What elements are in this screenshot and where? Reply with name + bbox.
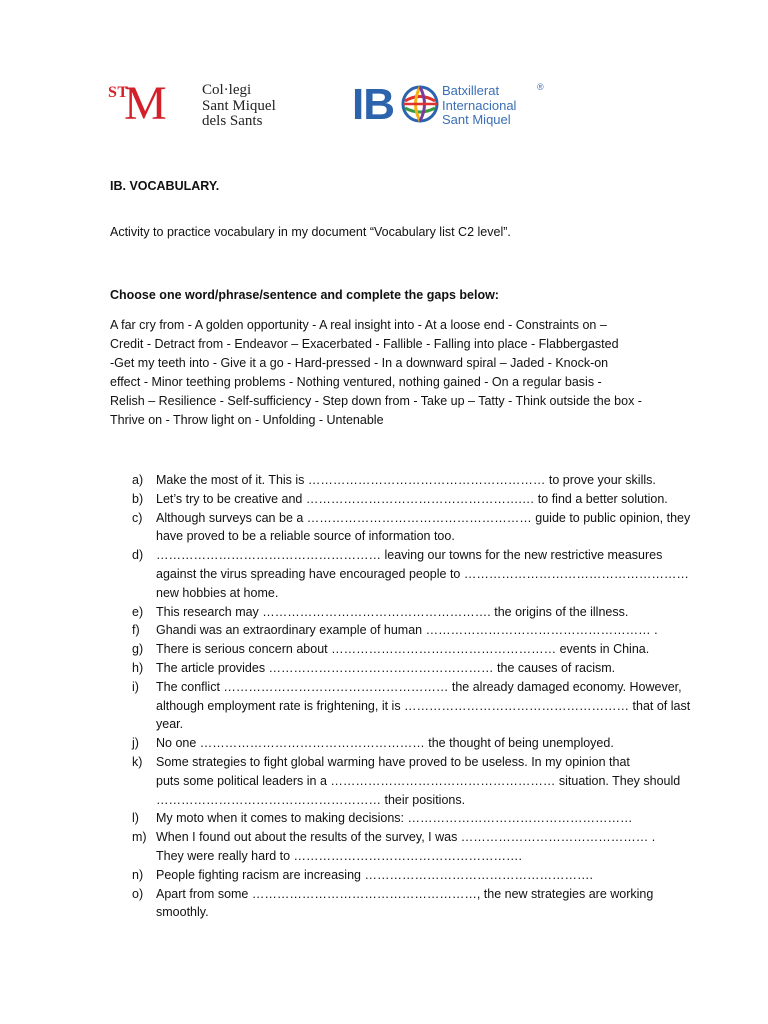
exercise-line: My moto when it comes to making decisions: ……………………………………………… — [156, 811, 633, 826]
exercise-item — [110, 509, 691, 547]
exercise-letter: l) — [132, 811, 139, 826]
exercise-letter: g) — [132, 642, 144, 657]
exercise-list — [110, 471, 691, 922]
exercise-line: The conflict ……………………………………………… the already damaged economy. However, — [156, 679, 682, 694]
exercise-line: ……………………………………………… their positions. — [156, 792, 466, 807]
exercise-line: Apart from some ………………………………………………, the new strategies are working — [156, 886, 654, 901]
exercise-letter: o) — [132, 886, 144, 901]
exercise-letter: a) — [132, 473, 144, 487]
exercise-line: new hobbies at home. — [156, 585, 279, 600]
ib-program-name — [442, 84, 516, 128]
exercise-item — [110, 546, 689, 602]
school-name-line: Sant Miquel — [202, 97, 276, 114]
exercise-letter: b) — [132, 491, 144, 506]
exercise-line: This research may ………………………………………………. the origins of the illness. — [156, 604, 629, 619]
exercise-item — [110, 603, 670, 622]
ib-logo — [352, 82, 552, 132]
exercise-line: puts some political leaders in a ……………………………………………… situation. They should — [156, 773, 681, 788]
exercise-letter: i) — [132, 679, 139, 694]
exercise-item — [110, 659, 670, 678]
exercise-line: Although surveys can be a ……………………………………………… guide to public opinion, they — [156, 510, 691, 525]
exercise-letter: h) — [132, 660, 144, 675]
exercise-line: Make the most of it. This is ………………………………………………… to prove your skills. — [156, 473, 656, 487]
intro-text: Activity to practice vocabulary in my document “Vocabulary list C2 level”. — [110, 225, 511, 239]
exercise-item — [110, 809, 670, 828]
exercise-line: smoothly. — [156, 905, 209, 920]
ib-name-line: Internacional — [442, 97, 517, 113]
word-bank-line: effect - Minor teething problems - Nothing ventured, nothing gained - On a regular basis - — [110, 375, 602, 389]
exercise-line: against the virus spreading have encouraged people to ……………………………………………… — [156, 566, 689, 581]
exercise-item — [110, 734, 670, 753]
word-bank — [110, 316, 670, 430]
school-name-line: Col·legi — [202, 82, 252, 98]
exercise-item — [110, 828, 670, 866]
exercise-letter: e) — [132, 604, 144, 619]
exercise-letter: j) — [132, 736, 139, 751]
exercise-item — [110, 753, 681, 809]
exercise-letter: c) — [132, 510, 143, 525]
exercise-item — [110, 885, 670, 923]
school-monogram-small: ST — [108, 84, 129, 101]
school-name-line: dels Sants — [202, 113, 263, 129]
exercise-line: They were really hard to ………………………………………………. — [156, 848, 523, 863]
exercise-line: although employment rate is frightening, it is ……………………………………………… that of last — [156, 698, 691, 713]
exercise-item — [110, 621, 670, 640]
exercise-line: The article provides ……………………………………………… the causes of racism. — [156, 660, 616, 675]
instruction-text: Choose one word/phrase/sentence and complete the gaps below: — [110, 288, 499, 302]
word-bank-line: Relish – Resilience - Self-sufficiency - Step down from - Take up – Tatty - Think outside the box - — [110, 394, 642, 408]
ib-name-line: Sant Miquel — [442, 112, 511, 127]
school-name — [202, 83, 276, 130]
school-monogram-big: M — [124, 77, 167, 130]
ib-letters: IB — [352, 80, 394, 129]
ib-name-line: Batxillerat — [442, 83, 500, 98]
exercise-line: have proved to be a reliable source of information too. — [156, 529, 455, 544]
exercise-line: People fighting racism are increasing ………………………………………………. — [156, 867, 593, 882]
registered-mark: ® — [537, 82, 544, 92]
exercise-line: When I found out about the results of the survey, I was ……………………………………… . — [156, 830, 656, 845]
exercise-letter: d) — [132, 548, 144, 563]
exercise-line: Ghandi was an extraordinary example of human ……………………………………………… . — [156, 623, 658, 638]
exercise-line: Let’s try to be creative and …………………………………………….… to find a better solution. — [156, 491, 668, 506]
exercise-letter: n) — [132, 867, 144, 882]
exercise-letter: m) — [132, 830, 147, 845]
exercise-item — [110, 471, 670, 490]
exercise-line: There is serious concern about ……………………………………………… events in China. — [156, 642, 650, 657]
exercise-line: ……………………………………………… leaving our towns for the new restrictive measures — [156, 548, 663, 563]
globe-icon — [400, 84, 440, 124]
word-bank-line: Credit - Detract from - Endeavor – Exacerbated - Fallible - Falling into place - Flabbergasted — [110, 337, 619, 351]
exercise-item — [110, 866, 670, 885]
exercise-item — [110, 640, 670, 659]
exercise-line: year. — [156, 717, 184, 732]
exercise-item — [110, 678, 691, 734]
exercise-line: Some strategies to fight global warming have proved to be useless. In my opinion that — [156, 754, 630, 769]
page-title: IB. VOCABULARY. — [110, 179, 220, 193]
word-bank-line: -Get my teeth into - Give it a go - Hard-pressed - In a downward spiral – Jaded - Knock-on — [110, 356, 609, 370]
word-bank-line: A far cry from - A golden opportunity - A real insight into - At a loose end - Constraints on – — [110, 318, 607, 332]
word-bank-line: Thrive on - Throw light on - Unfolding - Untenable — [110, 413, 384, 427]
exercise-item — [110, 490, 670, 509]
school-logo — [108, 77, 288, 130]
exercise-letter: f) — [132, 623, 140, 638]
exercise-line: No one ……………………………………………… the thought of being unemployed. — [156, 736, 614, 751]
exercise-letter: k) — [132, 754, 143, 769]
